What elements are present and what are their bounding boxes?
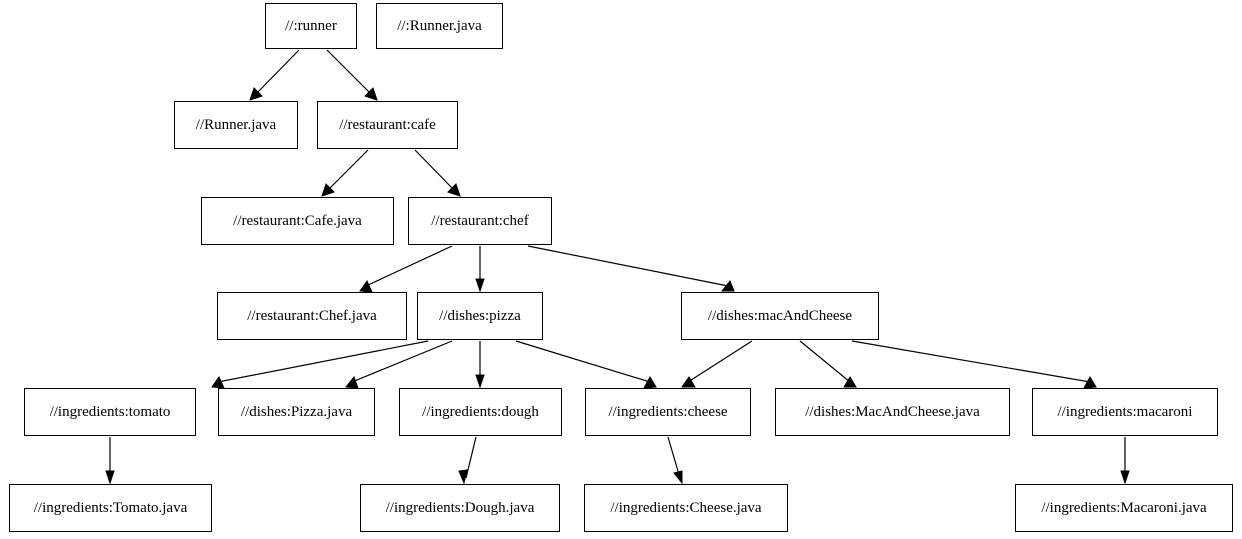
graph-node[interactable]: //ingredients:cheese (585, 388, 751, 436)
graph-node[interactable]: //restaurant:Chef.java (217, 292, 407, 340)
graph-edge (322, 150, 368, 196)
graph-node[interactable]: //dishes:Pizza.java (218, 388, 375, 436)
edge-arrowhead-icon (250, 88, 262, 100)
edge-arrowhead-icon (459, 470, 467, 483)
graph-node[interactable]: //ingredients:Dough.java (360, 484, 560, 532)
graph-node[interactable]: //restaurant:Cafe.java (201, 197, 394, 245)
edge-arrowhead-icon (644, 377, 656, 388)
graph-node[interactable]: //dishes:pizza (417, 292, 543, 340)
edge-arrowhead-icon (674, 471, 682, 483)
graph-node[interactable]: //ingredients:macaroni (1032, 388, 1218, 436)
edge-arrowhead-icon (476, 375, 484, 387)
edge-arrowhead-icon (1084, 377, 1096, 388)
graph-edge (346, 341, 452, 388)
graph-edge (528, 246, 734, 291)
graph-node[interactable]: //ingredients:Macaroni.java (1015, 484, 1233, 532)
graph-edge (106, 437, 114, 483)
graph-edge (250, 50, 299, 100)
graph-edge (459, 437, 476, 483)
graph-node[interactable]: //restaurant:cafe (317, 101, 458, 149)
edge-arrowhead-icon (682, 377, 695, 387)
edge-arrowhead-icon (448, 184, 460, 196)
edge-arrowhead-icon (365, 88, 377, 100)
edge-arrowhead-icon (346, 377, 358, 388)
graph-node[interactable]: //ingredients:Tomato.java (9, 484, 212, 532)
graph-edge (852, 341, 1096, 388)
graph-node[interactable]: //ingredients:tomato (24, 388, 196, 436)
graph-node[interactable]: //dishes:MacAndCheese.java (775, 388, 1010, 436)
edge-arrowhead-icon (1121, 471, 1129, 483)
graph-node[interactable]: //ingredients:Cheese.java (584, 484, 788, 532)
edge-arrowhead-icon (106, 471, 114, 483)
graph-edge (1121, 437, 1129, 483)
graph-node[interactable]: //Runner.java (174, 101, 298, 149)
graph-node[interactable]: //:runner (265, 3, 357, 49)
graph-node[interactable]: //:Runner.java (376, 3, 503, 49)
edge-arrowhead-icon (844, 377, 856, 387)
graph-edge (360, 246, 452, 292)
graph-node[interactable]: //restaurant:chef (408, 197, 552, 245)
graph-edge (682, 341, 752, 387)
graph-edge (212, 341, 428, 388)
edge-arrowhead-icon (360, 281, 372, 292)
edge-arrowhead-icon (722, 281, 734, 291)
edge-arrowhead-icon (476, 279, 484, 291)
graph-edge (327, 50, 377, 100)
graph-edge (476, 341, 484, 387)
graph-edge (800, 341, 856, 387)
edge-arrowhead-icon (212, 377, 224, 388)
graph-edge (415, 150, 460, 196)
graph-edge (476, 246, 484, 291)
edge-arrowhead-icon (322, 184, 334, 196)
graph-edge (668, 437, 682, 483)
graph-edge (516, 341, 656, 388)
graph-node[interactable]: //ingredients:dough (399, 388, 562, 436)
graph-node[interactable]: //dishes:macAndCheese (681, 292, 879, 340)
